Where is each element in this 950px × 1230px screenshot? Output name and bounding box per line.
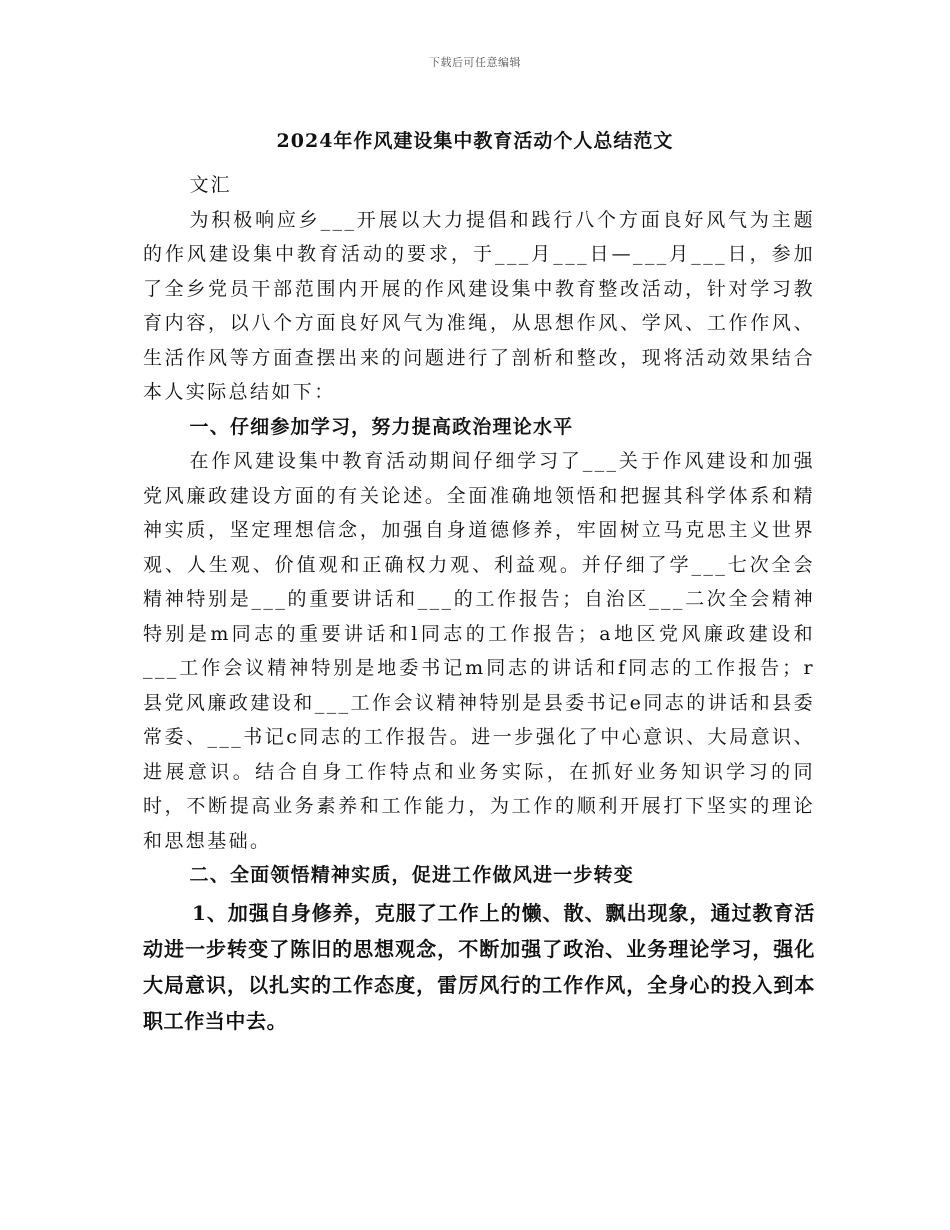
section-heading-2: 二、全面领悟精神实质，促进工作做风进一步转变 [189, 864, 634, 886]
document-title: 2024年作风建设集中教育活动个人总结范文 [276, 130, 674, 152]
document-body [143, 168, 815, 1039]
section-heading-1: 一、仔细参加学习，努力提高政治理论水平 [189, 415, 574, 438]
section-1-paragraph: 在作风建设集中教育活动期间仔细学习了___关于作风建设和加强党风廉政建设方面的有关论述。全面准确地领悟和把握其科学体系和精神实质，坚定理想信念，加强自身道德修养，牢固树立马克思主义世界观、人生观、价值观和正确权力观、利益观。并仔细了学___七次全会精神特别是___的重要讲话和___的工作报告；自治区___二次全会精神特别是m同志的重要讲话和l同志的工作报告；a地区党风廉政建设和___工作会议精神特别是地委书记m同志的讲话和f同志的工作报告；r县党风廉政建设和___工作会议精神特别是县委书记e同志的讲话和县委常委、___书记c同志的工作报告。进一步强化了中心意识、大局意识、进展意识。结合自身工作特点和业务实际，在抓好业务知识学习的同时，不断提高业务素养和工作能力，为工作的顺利开展打下坚实的理论和思想基础。 [143, 450, 815, 852]
author-line: 文汇 [189, 174, 232, 196]
section-2-paragraph: 1、加强自身修养，克服了工作上的懒、散、飘出现象，通过教育活动进一步转变了陈旧的思想观念，不断加强了政治、业务理论学习，强化大局意识，以扎实的工作态度，雷厉风行的工作作风，全身心的投入到本职工作当中去。 [143, 900, 815, 1033]
intro-paragraph: 为积极响应乡___开展以大力提倡和践行八个方面良好风气为主题的作风建设集中教育活动的要求，于___月___日—___月___日，参加了全乡党员干部范围内开展的作风建设集中教育整改活动，针对学习教育内容，以八个方面良好风气为准绳，从思想作风、学风、工作作风、生活作风等方面查摆出来的问题进行了剖析和整改，现将活动效果结合本人实际总结如下： [143, 208, 815, 403]
header-note: 下载后可任意编辑 [429, 56, 521, 69]
